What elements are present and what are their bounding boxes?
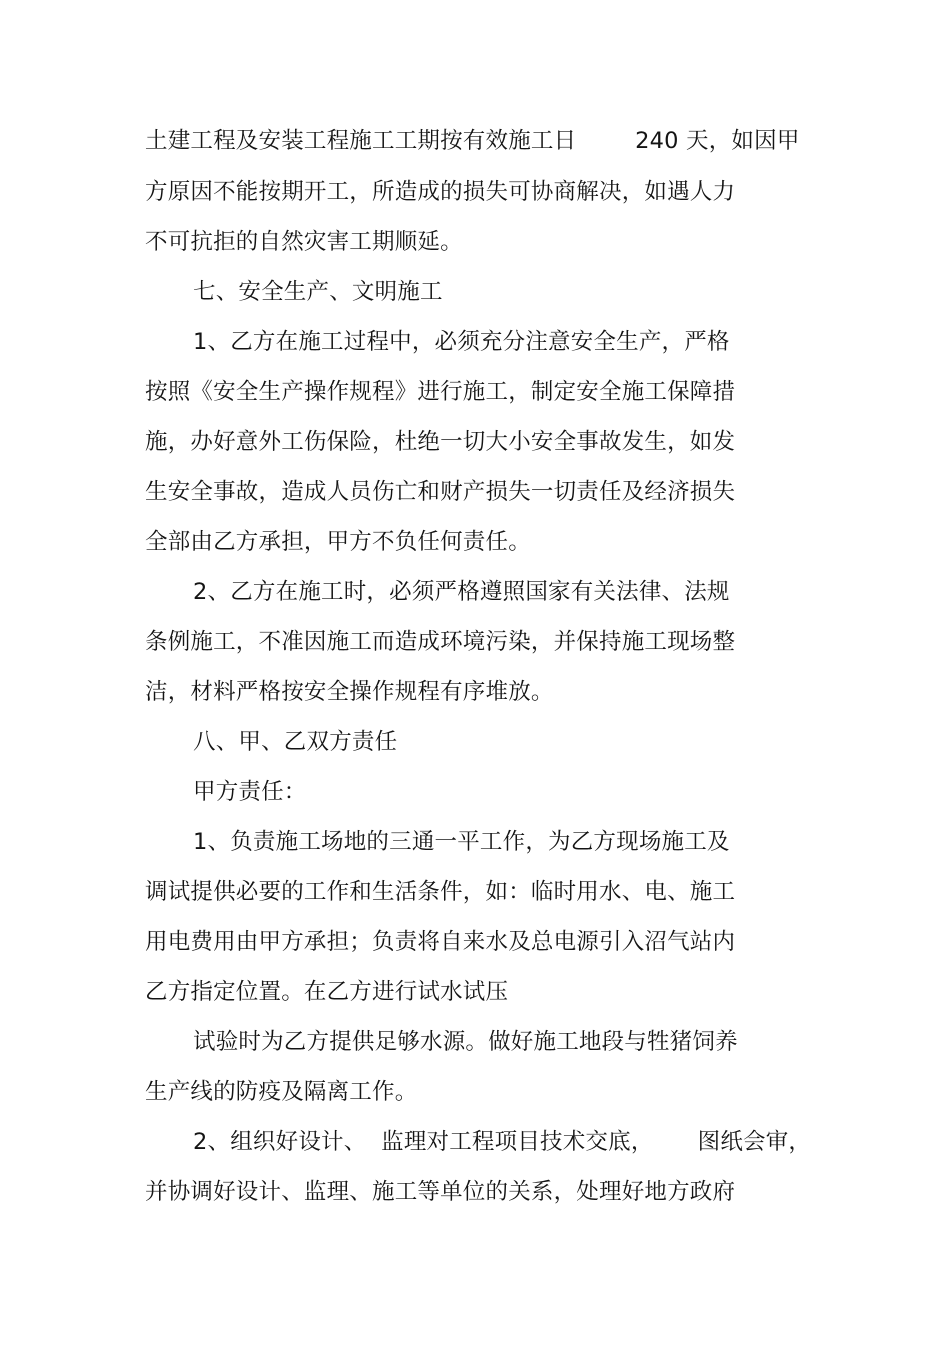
text-line: 试验时为乙方提供足够水源。做好施工地段与牲猪饲养 — [193, 1029, 738, 1055]
text-line: 方原因不能按期开工，所造成的损失可协商解决，如遇人力 — [145, 179, 736, 205]
text-line: 洁，材料严格按安全操作规程有序堆放。 — [145, 679, 554, 705]
text-line: 2、乙方在施工时，必须严格遵照国家有关法律、法规 — [193, 579, 730, 605]
text-line: 2、组织好设计、 监理对工程项目技术交底， 图纸会审， — [193, 1129, 812, 1155]
text-line: 用电费用由甲方承担；负责将自来水及总电源引入沼气站内 — [145, 929, 736, 955]
text-line: 条例施工，不准因施工而造成环境污染，并保持施工现场整 — [145, 629, 736, 655]
text-line: 按照《安全生产操作规程》进行施工，制定安全施工保障措 — [145, 379, 736, 405]
section-heading: 七、安全生产、文明施工 — [193, 279, 443, 305]
text-line: 土建工程及安装工程施工工期按有效施工日 240 天，如因甲 — [145, 128, 800, 154]
text-line: 调试提供必要的工作和生活条件，如：临时用水、电、施工 — [145, 879, 736, 905]
section-heading: 八、甲、乙双方责任 — [193, 729, 398, 755]
text-line: 生产线的防疫及隔离工作。 — [145, 1079, 418, 1105]
text-line: 生安全事故，造成人员伤亡和财产损失一切责任及经济损失 — [145, 479, 736, 505]
text-line: 并协调好设计、监理、施工等单位的关系，处理好地方政府 — [145, 1179, 736, 1205]
subsection-heading: 甲方责任： — [193, 779, 307, 805]
text-line: 1、乙方在施工过程中，必须充分注意安全生产，严格 — [193, 329, 730, 355]
text-line: 全部由乙方承担，甲方不负任何责任。 — [145, 529, 531, 555]
text-line: 1、负责施工场地的三通一平工作，为乙方现场施工及 — [193, 829, 730, 855]
text-line: 不可抗拒的自然灾害工期顺延。 — [145, 229, 463, 255]
text-line: 乙方指定位置。在乙方进行试水试压 — [145, 979, 509, 1005]
text-line: 施，办好意外工伤保险，杜绝一切大小安全事故发生，如发 — [145, 429, 736, 455]
